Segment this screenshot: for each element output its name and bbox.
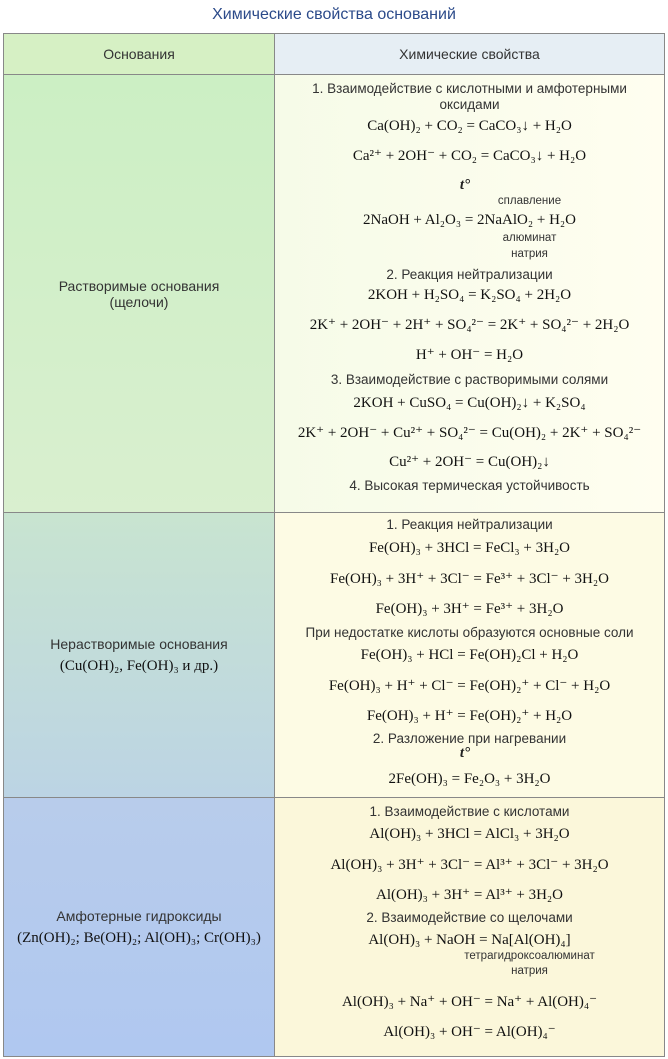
equation: Al(OH)₃ + OH⁻ = Al(OH)₄⁻: [383, 1024, 556, 1040]
page-title: Химические свойства оснований: [212, 6, 456, 23]
row-insoluble-properties: [275, 513, 664, 798]
equation: Al(OH)₃ + NaOH = Na[Al(OH)₄]: [368, 932, 571, 948]
properties-table: [3, 33, 665, 1057]
base-name: Растворимые основания: [58, 277, 220, 294]
row-amphoteric-label: [4, 798, 275, 1056]
property-heading: При недостатке кислоты образуются основные соли: [305, 625, 634, 640]
equation: 2NaOH + Al₂O₃ = 2NaAlO₂ + H₂O: [363, 212, 576, 228]
equation: Fe(OH)₃ + 3HCl = FeCl₃ + 3H₂O: [368, 540, 571, 556]
base-subtitle: (щелочи): [109, 293, 169, 310]
note: сплавление: [497, 195, 562, 207]
header-bases: Основания: [4, 34, 275, 75]
property-heading: 2. Реакция нейтрализации: [386, 267, 553, 282]
equation: Fe(OH)₃ + 3H⁺ = Fe³⁺ + 3H₂O: [375, 601, 564, 617]
property-heading: 1. Реакция нейтрализации: [386, 517, 553, 532]
property-heading: 2. Взаимодействие со щелочами: [366, 910, 573, 925]
equation: Fe(OH)₃ + HCl = Fe(OH)₂Cl + H₂O: [360, 647, 579, 663]
note: тетрагидроксоалюминат: [464, 950, 595, 962]
equation: Al(OH)₃ + 3HCl = AlCl₃ + 3H₂O: [369, 826, 570, 842]
note: натрия: [511, 965, 548, 977]
property-heading: 2. Разложение при нагревании: [372, 731, 567, 746]
equation: Al(OH)₃ + 3H⁺ + 3Cl⁻ = Al³⁺ + 3Cl⁻ + 3H₂O: [330, 857, 609, 873]
base-name: Амфотерные гидроксиды: [56, 907, 222, 924]
row-soluble-properties: [275, 75, 664, 513]
property-heading: 1. Взаимодействие с кислотами: [369, 804, 570, 819]
temperature-label: t°: [459, 745, 471, 761]
equation: Al(OH)₃ + Na⁺ + OH⁻ = Na⁺ + Al(OH)₄⁻: [341, 994, 598, 1010]
base-name: Нерастворимые основания: [50, 635, 228, 652]
property-heading: 4. Высокая термическая устойчивость: [349, 478, 590, 493]
property-heading: оксидами: [439, 97, 500, 112]
equation: 2K⁺ + 2OH⁻ + Cu²⁺ + SO₄²⁻ = Cu(OH)₂ + 2K⁺ + SO₄²⁻: [297, 425, 642, 441]
property-heading: 3. Взаимодействие с растворимыми солями: [330, 372, 609, 387]
equation: 2KOH + H₂SO₄ = K₂SO₄ + 2H₂O: [367, 287, 572, 303]
temperature-label: t°: [459, 177, 471, 193]
equation: H⁺ + OH⁻ = H₂O: [415, 347, 524, 363]
equation: Fe(OH)₃ + 3H⁺ + 3Cl⁻ = Fe³⁺ + 3Cl⁻ + 3H₂O: [330, 571, 609, 587]
equation: Ca²⁺ + 2OH⁻ + CO₂ = CaCO₃↓ + H₂O: [352, 148, 587, 164]
note: натрия: [511, 248, 548, 260]
row-insoluble-label: [4, 513, 275, 798]
equation: Fe(OH)₃ + H⁺ + Cl⁻ = Fe(OH)₂⁺ + Cl⁻ + H₂O: [328, 678, 611, 694]
equation: Ca(OH)₂ + CO₂ = CaCO₃↓ + H₂O: [367, 118, 572, 134]
equation: Fe(OH)₃ + H⁺ = Fe(OH)₂⁺ + H₂O: [366, 708, 573, 724]
equation: Cu²⁺ + 2OH⁻ = Cu(OH)₂↓: [389, 454, 550, 470]
property-heading: 1. Взаимодействие с кислотными и амфотерными: [312, 81, 627, 96]
row-amphoteric-properties: [275, 798, 664, 1056]
equation: Al(OH)₃ + 3H⁺ = Al³⁺ + 3H₂O: [376, 887, 563, 903]
equation: 2Fe(OH)₃ = Fe₂O₃ + 3H₂O: [388, 771, 551, 787]
note: алюминат: [502, 232, 557, 244]
base-subtitle: (Zn(OH)₂; Be(OH)₂; Al(OH)₃; Cr(OH)₃): [17, 929, 261, 946]
equation: 2K⁺ + 2OH⁻ + 2H⁺ + SO₄²⁻ = 2K⁺ + SO₄²⁻ + 2H₂O: [309, 317, 630, 333]
header-properties: Химические свойства: [275, 34, 664, 75]
base-subtitle: (Cu(OH)₂, Fe(OH)₃ и др.): [59, 657, 219, 674]
equation: 2KOH + CuSO₄ = Cu(OH)₂↓ + K₂SO₄: [353, 395, 586, 411]
row-soluble-label: [4, 75, 275, 513]
